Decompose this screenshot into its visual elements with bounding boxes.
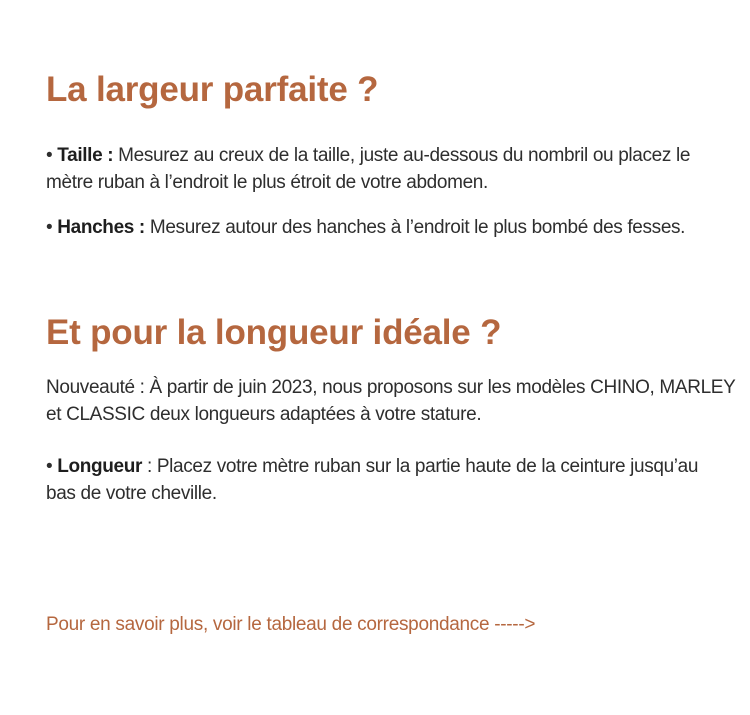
waist-label: Taille : xyxy=(57,145,114,166)
hips-instruction xyxy=(46,214,726,241)
bullet: • xyxy=(46,456,53,477)
length-label: Longueur xyxy=(57,456,143,477)
bullet: • xyxy=(46,145,53,166)
length-instruction xyxy=(46,453,726,507)
width-section-title: La largeur parfaite ? xyxy=(46,70,379,109)
length-section-title: Et pour la longueur idéale ? xyxy=(46,313,502,352)
hips-text: Mesurez autour des hanches à l’endroit le plus bombé des fesses. xyxy=(149,217,686,238)
size-chart-link[interactable]: Pour en savoir plus, voir le tableau de correspondance -----> xyxy=(46,614,536,635)
length-intro: Nouveauté : À partir de juin 2023, nous proposons sur les modèles CHINO, MARLEY et CLASSIC deux longueurs adaptées à votre stature. xyxy=(46,377,736,425)
waist-instruction xyxy=(46,142,726,196)
hips-label: Hanches : xyxy=(57,217,145,238)
length-text: : Placez votre mètre ruban sur la partie haute de la ceinture jusqu’au bas de votre cheville. xyxy=(46,456,699,504)
bullet: • xyxy=(46,217,53,238)
waist-text: Mesurez au creux de la taille, juste au-dessous du nombril ou placez le mètre ruban à l’endroit le plus étroit de votre abdomen. xyxy=(46,145,691,193)
